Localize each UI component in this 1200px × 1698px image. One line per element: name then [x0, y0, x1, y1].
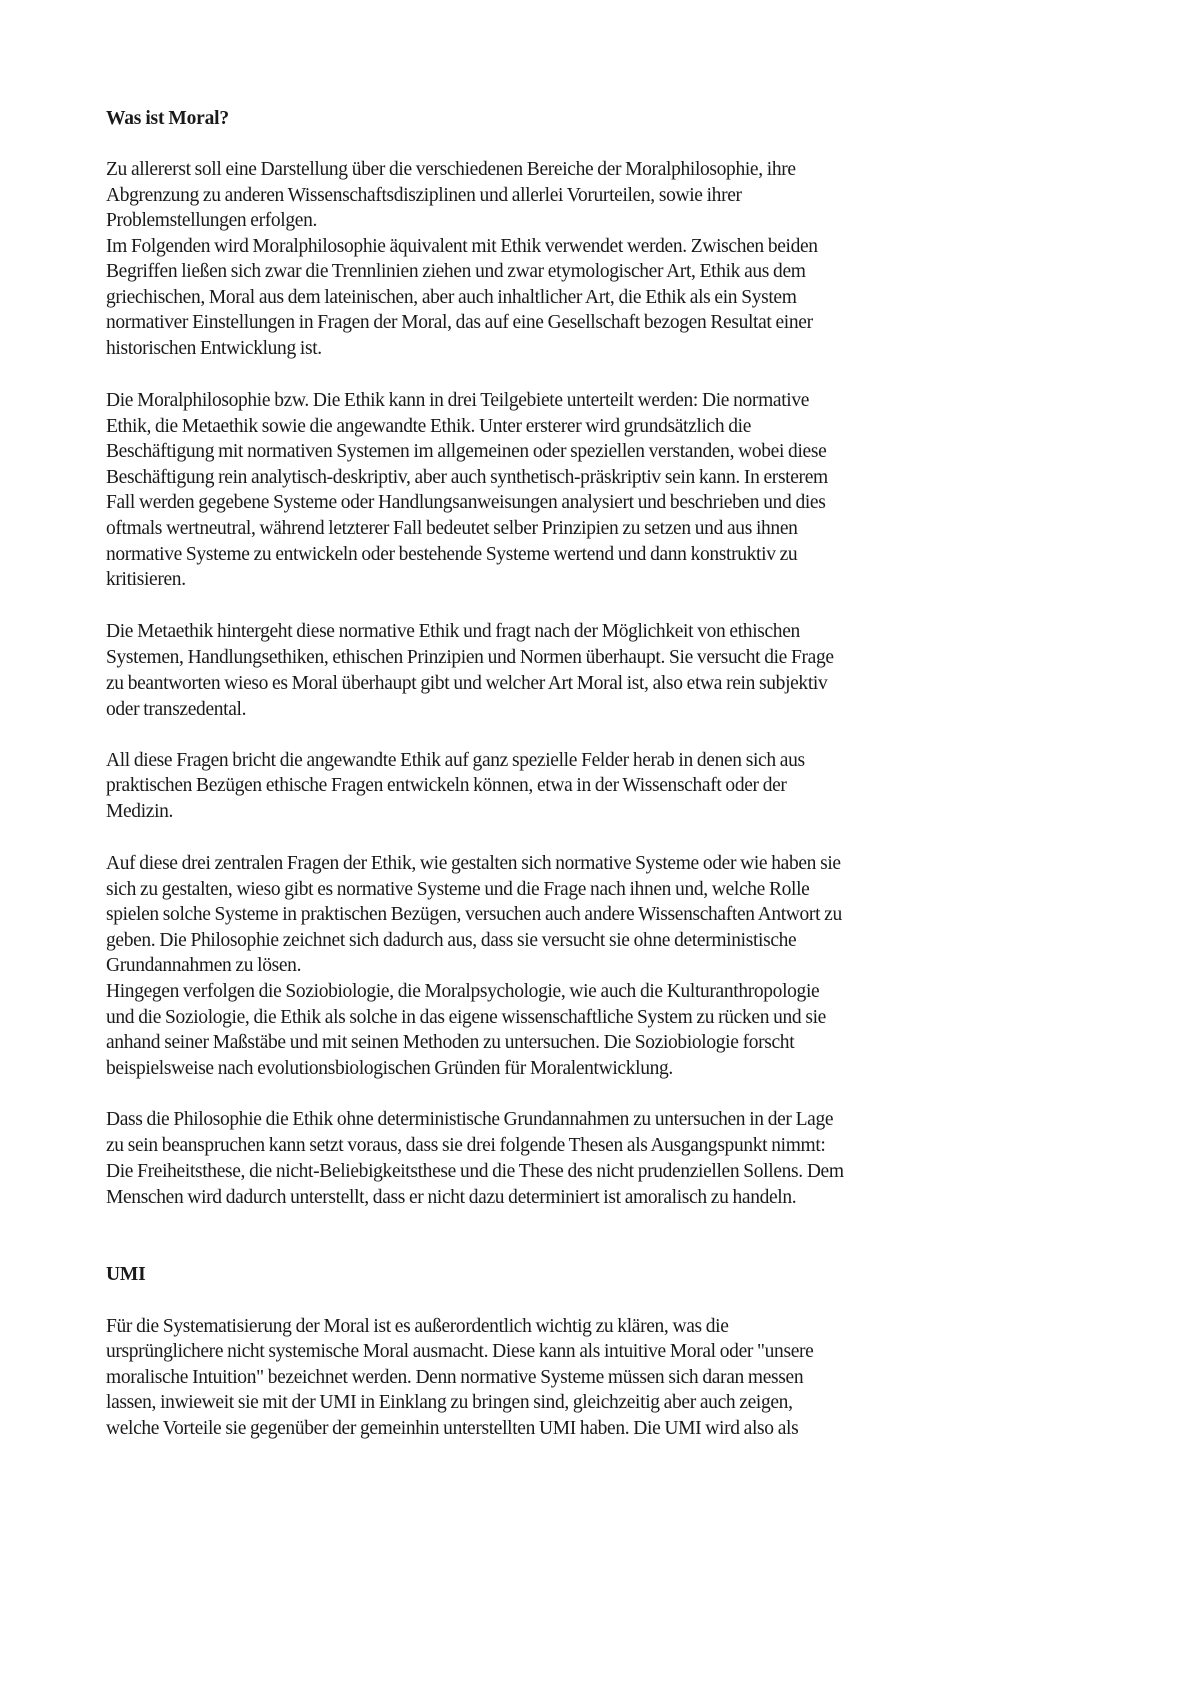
text-line: spielen solche Systeme in praktischen Bezügen, versuchen auch andere Wissenschaften Antwort zu: [106, 904, 842, 925]
text-line: sich zu gestalten, wieso gibt es normative Systeme und die Frage nach ihnen und, welche Rolle: [106, 879, 810, 900]
text-line: Grundannahmen zu lösen.: [106, 955, 302, 976]
text-line: Ethik, die Metaethik sowie die angewandte Ethik. Unter ersterer wird grundsätzlich die: [106, 416, 752, 437]
section-heading-was-ist-moral: Was ist Moral?: [106, 108, 229, 129]
text-line: Abgrenzung zu anderen Wissenschaftsdisziplinen und allerlei Vorurteilen, sowie ihrer: [106, 185, 742, 206]
text-line: beispielsweise nach evolutionsbiologischen Gründen für Moralentwicklung.: [106, 1058, 673, 1079]
text-line: Begriffen ließen sich zwar die Trennlinien ziehen und zwar etymologischer Art, Ethik aus dem: [106, 261, 806, 282]
text-line: Systemen, Handlungsethiken, ethischen Prinzipien und Normen überhaupt. Sie versucht die Frage: [106, 647, 834, 668]
text-line: geben. Die Philosophie zeichnet sich dadurch aus, dass sie versucht sie ohne deterministische: [106, 930, 797, 951]
text-line: zu sein beanspruchen kann setzt voraus, dass sie drei folgende Thesen als Ausgangspunkt nimmt:: [106, 1135, 826, 1156]
text-line: Die Metaethik hintergeht diese normative Ethik und fragt nach der Möglichkeit von ethischen: [106, 621, 800, 642]
text-line: Im Folgenden wird Moralphilosophie äquivalent mit Ethik verwendet werden. Zwischen beiden: [106, 236, 818, 257]
text-line: zu beantworten wieso es Moral überhaupt gibt und welcher Art Moral ist, also etwa rein subjektiv: [106, 673, 828, 694]
text-line: Beschäftigung rein analytisch-deskriptiv, aber auch synthetisch-präskriptiv sein kann. In ersterem: [106, 467, 828, 488]
text-line: moralische Intuition" bezeichnet werden. Denn normative Systeme müssen sich daran messen: [106, 1367, 804, 1388]
text-line: lassen, inwieweit sie mit der UMI in Einklang zu bringen sind, gleichzeitig aber auch zeigen,: [106, 1392, 793, 1413]
text-line: oder transzedental.: [106, 699, 247, 720]
text-line: welche Vorteile sie gegenüber der gemeinhin unterstellten UMI haben. Die UMI wird also als: [106, 1418, 799, 1439]
text-line: griechischen, Moral aus dem lateinischen, aber auch inhaltlicher Art, die Ethik als ein System: [106, 287, 797, 308]
text-line: Fall werden gegebene Systeme oder Handlungsanweisungen analysiert und beschrieben und dies: [106, 492, 826, 513]
text-line: oftmals wertneutral, während letzterer Fall bedeutet selber Prinzipien zu setzen und aus ihnen: [106, 518, 798, 539]
text-line: Beschäftigung mit normativen Systemen im allgemeinen oder speziellen verstanden, wobei diese: [106, 441, 827, 462]
text-line: Dass die Philosophie die Ethik ohne deterministische Grundannahmen zu untersuchen in der Lage: [106, 1109, 834, 1130]
text-line: Auf diese drei zentralen Fragen der Ethik, wie gestalten sich normative Systeme oder wie haben sie: [106, 853, 841, 874]
text-line: Hingegen verfolgen die Soziobiologie, die Moralpsychologie, wie auch die Kulturanthropologie: [106, 981, 820, 1002]
text-line: anhand seiner Maßstäbe und mit seinen Methoden zu untersuchen. Die Soziobiologie forscht: [106, 1032, 795, 1053]
section-heading-umi: UMI: [106, 1264, 146, 1285]
text-line: Die Freiheitsthese, die nicht-Beliebigkeitsthese und die These des nicht prudenziellen Sollens. Dem: [106, 1161, 844, 1182]
text-line: ursprünglichere nicht systemische Moral ausmacht. Diese kann als intuitive Moral oder "unsere: [106, 1341, 814, 1362]
text-line: Die Moralphilosophie bzw. Die Ethik kann in drei Teilgebiete unterteilt werden: Die normative: [106, 390, 810, 411]
text-line: normative Systeme zu entwickeln oder bestehende Systeme wertend und dann konstruktiv zu: [106, 544, 798, 565]
text-line: Zu allererst soll eine Darstellung über die verschiedenen Bereiche der Moralphilosophie, ihre: [106, 159, 796, 180]
text-line: All diese Fragen bricht die angewandte Ethik auf ganz spezielle Felder herab in denen sich aus: [106, 750, 805, 771]
text-line: Für die Systematisierung der Moral ist es außerordentlich wichtig zu klären, was die: [106, 1316, 729, 1337]
text-line: Problemstellungen erfolgen.: [106, 210, 317, 231]
text-line: historischen Entwicklung ist.: [106, 338, 322, 359]
text-line: praktischen Bezügen ethische Fragen entwickeln können, etwa in der Wissenschaft oder der: [106, 775, 787, 796]
text-line: Medizin.: [106, 801, 174, 822]
text-line: Menschen wird dadurch unterstellt, dass er nicht dazu determiniert ist amoralisch zu handeln.: [106, 1187, 797, 1208]
text-line: normativer Einstellungen in Fragen der Moral, das auf eine Gesellschaft bezogen Resultat einer: [106, 312, 813, 333]
text-line: und die Soziologie, die Ethik als solche in das eigene wissenschaftliche System zu rücken und sie: [106, 1007, 826, 1028]
text-line: kritisieren.: [106, 569, 186, 590]
